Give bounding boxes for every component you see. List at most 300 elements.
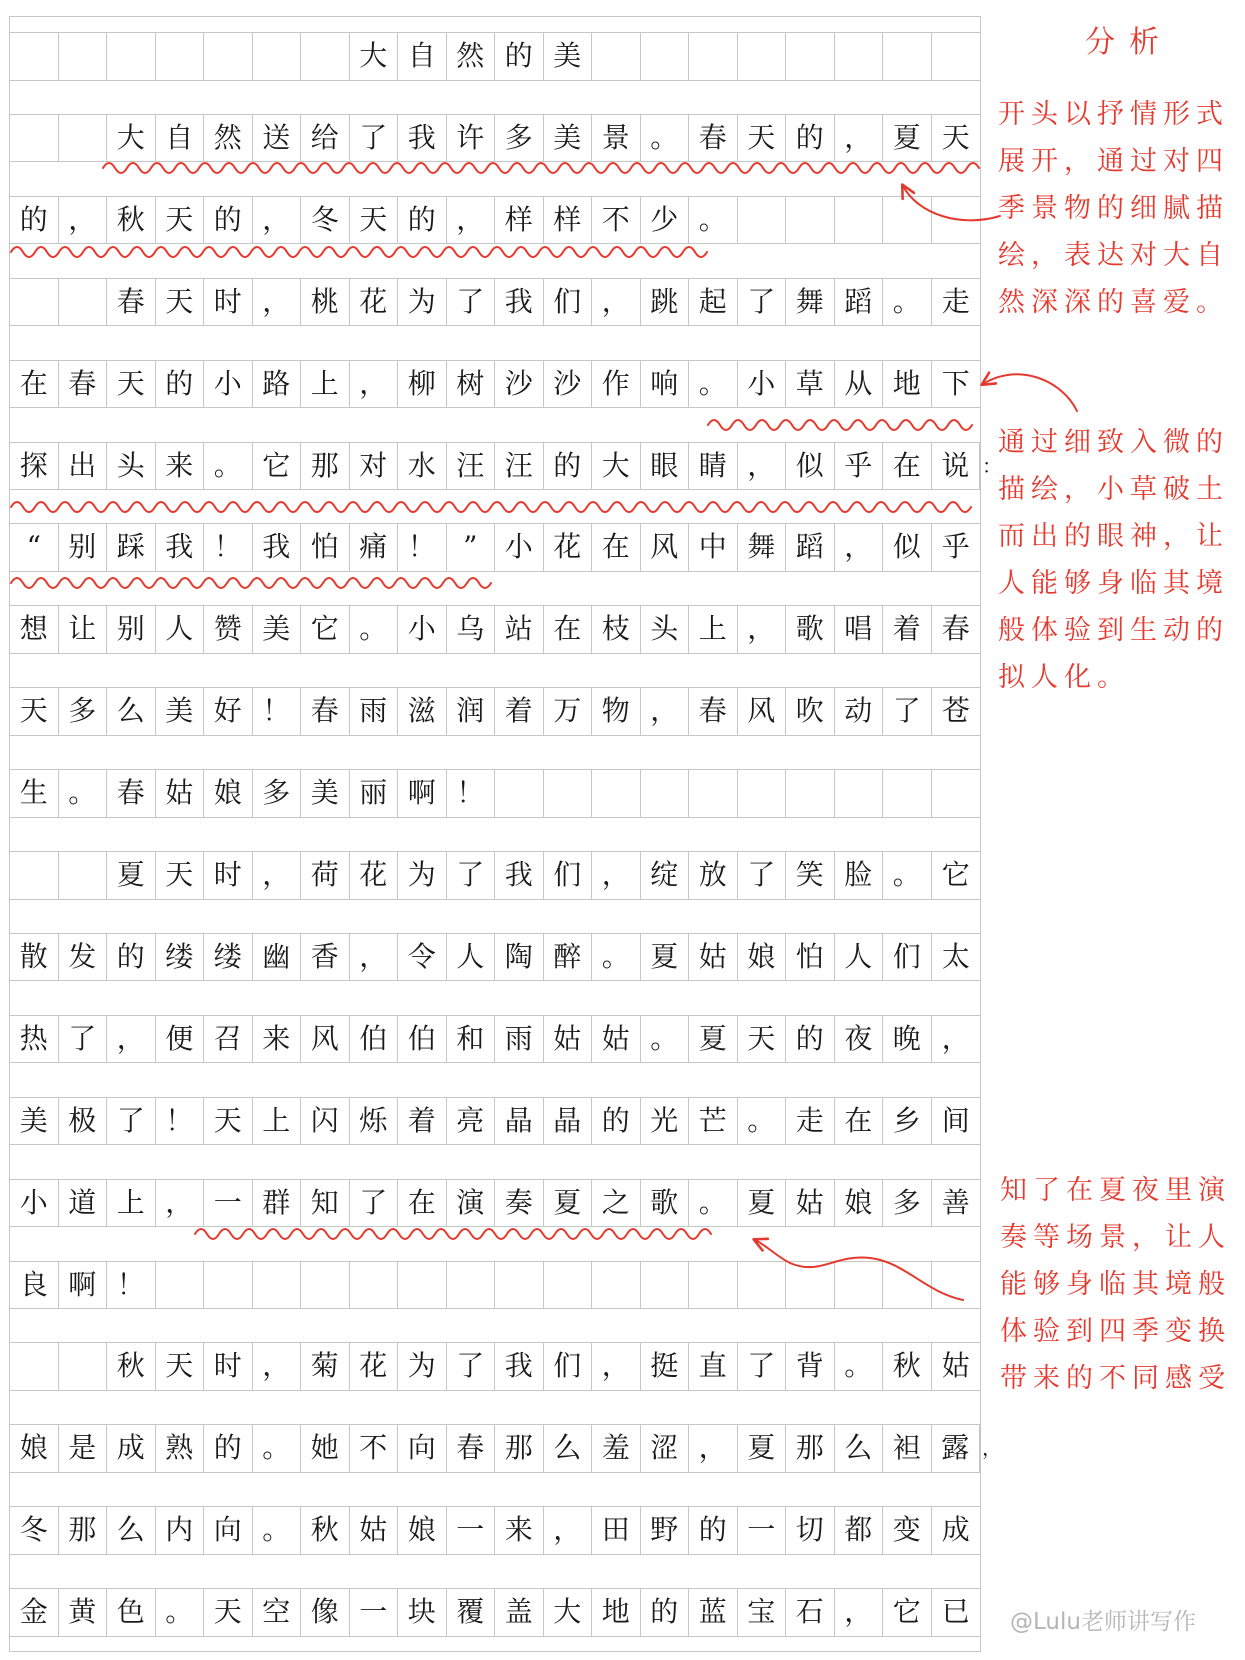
grid-cell: 我 bbox=[495, 1343, 544, 1390]
grid-cell: 蹈 bbox=[835, 279, 884, 326]
grid-cell: 夏 bbox=[107, 852, 156, 899]
grid-cell: 么 bbox=[835, 1425, 884, 1472]
grid-cell: 路 bbox=[253, 361, 302, 408]
grid-cell: 舞 bbox=[786, 279, 835, 326]
grid-cell: ， bbox=[738, 443, 787, 490]
grid-cell: 金 bbox=[10, 1589, 59, 1636]
grid-cell: 召 bbox=[204, 1016, 253, 1063]
grid-cell: 眼 bbox=[641, 443, 690, 490]
grid-cell bbox=[883, 197, 932, 244]
grid-cell: 娘 bbox=[835, 1180, 884, 1227]
grid-cell: 善 bbox=[941, 1185, 970, 1219]
grid-cell: 的 bbox=[10, 197, 59, 244]
grid-cell: 说 bbox=[932, 443, 981, 490]
grid-cell bbox=[835, 770, 884, 817]
grid-cell: 。 bbox=[350, 606, 399, 653]
grid-cell: 人 bbox=[835, 934, 884, 981]
grid-cell: 和 bbox=[447, 1016, 496, 1063]
grid-cell: 姑 bbox=[941, 1349, 970, 1383]
grid-cell: 睛 bbox=[689, 443, 738, 490]
grid-cell: 道 bbox=[59, 1180, 108, 1227]
grid-cell: 来 bbox=[495, 1507, 544, 1554]
grid-cell bbox=[204, 33, 253, 80]
grid-row bbox=[10, 278, 980, 327]
grid-cell: ！ bbox=[253, 688, 302, 735]
grid-cell bbox=[835, 33, 884, 80]
grid-cell: ！ bbox=[107, 1262, 156, 1309]
grid-cell: 着 bbox=[883, 606, 932, 653]
grid-cell: 踩 bbox=[107, 524, 156, 571]
grid-cell: ， bbox=[941, 1021, 970, 1055]
note-line: 描绘，小草破土 bbox=[998, 474, 1229, 505]
grid-cell: 便 bbox=[156, 1016, 205, 1063]
grid-cell: ， bbox=[253, 1343, 302, 1390]
grid-cell: 中 bbox=[689, 524, 738, 571]
grid-row bbox=[10, 523, 980, 572]
grid-cell: 娘 bbox=[204, 770, 253, 817]
grid-cell: 之 bbox=[592, 1180, 641, 1227]
grid-cell: 背 bbox=[786, 1343, 835, 1390]
grid-cell: 人 bbox=[447, 934, 496, 981]
grid-cell: 蹈 bbox=[786, 524, 835, 571]
grid-cell: 们 bbox=[544, 852, 593, 899]
note-line: 能够身临其境般 bbox=[1000, 1269, 1231, 1300]
grid-cell: ， bbox=[738, 606, 787, 653]
grid-cell: 探 bbox=[10, 443, 59, 490]
grid-cell bbox=[59, 1343, 108, 1390]
grid-cell: 了 bbox=[738, 852, 787, 899]
grid-cell bbox=[786, 1262, 835, 1309]
grid-cell bbox=[10, 115, 59, 162]
grid-cell: 那 bbox=[495, 1425, 544, 1472]
grid-row bbox=[10, 605, 980, 654]
grid-cell: 天 bbox=[10, 688, 59, 735]
grid-cell: 们 bbox=[544, 279, 593, 326]
grid-cell: 来 bbox=[253, 1016, 302, 1063]
grid-cell: 然 bbox=[447, 33, 496, 80]
grid-cell: 在 bbox=[544, 606, 593, 653]
grid-cell: 。 bbox=[253, 1425, 302, 1472]
grid-row bbox=[10, 1015, 980, 1064]
grid-cell: 盖 bbox=[495, 1589, 544, 1636]
grid-cell bbox=[544, 770, 593, 817]
grid-cell: 多 bbox=[883, 1180, 932, 1227]
grid-cell bbox=[932, 1262, 981, 1309]
grid-cell bbox=[641, 33, 690, 80]
grid-row bbox=[10, 1506, 980, 1555]
grid-cell: 夏 bbox=[544, 1180, 593, 1227]
analysis-note-personification bbox=[998, 419, 1229, 701]
grid-cell: 的 bbox=[156, 361, 205, 408]
grid-cell: 挺 bbox=[641, 1343, 690, 1390]
grid-cell: 枝 bbox=[592, 606, 641, 653]
grid-cell: 春 bbox=[689, 688, 738, 735]
grid-cell: ， bbox=[641, 688, 690, 735]
grid-cell bbox=[156, 1262, 205, 1309]
grid-cell: 菊 bbox=[301, 1343, 350, 1390]
grid-cell: 为 bbox=[398, 852, 447, 899]
grid-cell: 姑 bbox=[786, 1180, 835, 1227]
grid-cell: 成 bbox=[107, 1425, 156, 1472]
grid-cell: 的 bbox=[398, 197, 447, 244]
grid-cell: 多 bbox=[253, 770, 302, 817]
grid-cell: 天 bbox=[156, 197, 205, 244]
grid-cell: 姑 bbox=[156, 770, 205, 817]
grid-cell bbox=[689, 33, 738, 80]
grid-cell: 乎 bbox=[941, 530, 970, 564]
analysis-note-opening bbox=[998, 91, 1229, 326]
grid-cell: 光 bbox=[641, 1098, 690, 1145]
grid-cell: 在 bbox=[883, 443, 932, 490]
grid-cell bbox=[641, 770, 690, 817]
grid-cell: 那 bbox=[59, 1507, 108, 1554]
grid-cell: 夜 bbox=[835, 1016, 884, 1063]
grid-cell: 的 bbox=[204, 1425, 253, 1472]
grid-cell: 缕 bbox=[156, 934, 205, 981]
grid-cell: 的 bbox=[107, 934, 156, 981]
grid-cell: 。 bbox=[59, 770, 108, 817]
grid-cell: 了 bbox=[447, 279, 496, 326]
grid-cell bbox=[592, 1262, 641, 1309]
grid-cell: 。 bbox=[835, 1343, 884, 1390]
grid-cell: 风 bbox=[738, 688, 787, 735]
grid-cell: 我 bbox=[495, 852, 544, 899]
grid-row bbox=[10, 1097, 980, 1146]
grid-cell: 小 bbox=[738, 361, 787, 408]
grid-cell: 娘 bbox=[10, 1425, 59, 1472]
grid-cell: 美 bbox=[544, 115, 593, 162]
grid-cell: 黄 bbox=[59, 1589, 108, 1636]
analysis-note-summer-night bbox=[1000, 1167, 1231, 1402]
grid-cell: 姑 bbox=[689, 934, 738, 981]
grid-cell: 烁 bbox=[350, 1098, 399, 1145]
grid-cell: 美 bbox=[156, 688, 205, 735]
grid-cell: ， bbox=[253, 197, 302, 244]
grid-cell: 。 bbox=[689, 197, 738, 244]
note-line: 般体验到生动的 bbox=[998, 615, 1229, 646]
grid-cell: 的 bbox=[544, 443, 593, 490]
grid-cell: 了 bbox=[350, 1180, 399, 1227]
grid-cell: 野 bbox=[641, 1507, 690, 1554]
grid-row bbox=[10, 933, 980, 982]
grid-cell: ！ bbox=[204, 524, 253, 571]
grid-cell: 涩 bbox=[641, 1425, 690, 1472]
grid-cell: 别 bbox=[107, 606, 156, 653]
note-line: 拟人化。 bbox=[998, 662, 1130, 693]
grid-cell: 太 bbox=[941, 939, 970, 973]
grid-cell: 为 bbox=[398, 279, 447, 326]
grid-cell: 在 bbox=[398, 1180, 447, 1227]
grid-cell: 人 bbox=[156, 606, 205, 653]
grid-cell bbox=[592, 33, 641, 80]
grid-cell: 痛 bbox=[350, 524, 399, 571]
grid-cell: 物 bbox=[592, 688, 641, 735]
grid-row bbox=[10, 769, 980, 818]
grid-cell: 露 bbox=[932, 1425, 981, 1472]
grid-cell: 它 bbox=[883, 1589, 932, 1636]
grid-cell: 样 bbox=[495, 197, 544, 244]
grid-cell: 伯 bbox=[398, 1016, 447, 1063]
grid-cell: 天 bbox=[204, 1589, 253, 1636]
grid-cell: 小 bbox=[398, 606, 447, 653]
grid-cell bbox=[835, 1262, 884, 1309]
grid-cell: 给 bbox=[301, 115, 350, 162]
grid-cell: 响 bbox=[641, 361, 690, 408]
grid-cell: 它 bbox=[301, 606, 350, 653]
grid-cell: ， bbox=[592, 279, 641, 326]
grid-cell: 沙 bbox=[544, 361, 593, 408]
grid-cell: 。 bbox=[204, 443, 253, 490]
grid-cell: 着 bbox=[495, 688, 544, 735]
grid-cell: ， bbox=[59, 197, 108, 244]
grid-cell: 石 bbox=[786, 1589, 835, 1636]
grid-cell bbox=[59, 852, 108, 899]
grid-cell: 风 bbox=[641, 524, 690, 571]
grid-cell: 伯 bbox=[350, 1016, 399, 1063]
grid-cell: 春 bbox=[301, 688, 350, 735]
grid-cell bbox=[883, 1262, 932, 1309]
grid-cell: 怕 bbox=[301, 524, 350, 571]
grid-cell: 对 bbox=[350, 443, 399, 490]
grid-cell: 上 bbox=[689, 606, 738, 653]
note-line: 奏等场景，让人 bbox=[1000, 1222, 1231, 1253]
grid-cell: 吹 bbox=[786, 688, 835, 735]
grid-cell: 直 bbox=[689, 1343, 738, 1390]
grid-cell: 了 bbox=[447, 1343, 496, 1390]
grid-cell bbox=[835, 197, 884, 244]
note-line: 人能够身临其境 bbox=[998, 568, 1229, 599]
grid-cell: ， bbox=[835, 524, 884, 571]
note-line: 带来的不同感受 bbox=[1000, 1363, 1231, 1394]
grid-cell: 为 bbox=[398, 1343, 447, 1390]
grid-cell: 在 bbox=[592, 524, 641, 571]
grid-cell: 蓝 bbox=[689, 1589, 738, 1636]
grid-cell bbox=[544, 1262, 593, 1309]
grid-cell: 多 bbox=[59, 688, 108, 735]
grid-cell: 了 bbox=[738, 279, 787, 326]
grid-cell bbox=[738, 33, 787, 80]
grid-cell: 奏 bbox=[495, 1180, 544, 1227]
grid-cell: 的 bbox=[786, 115, 835, 162]
grid-cell: 都 bbox=[835, 1507, 884, 1554]
overflow-punctuation: ： bbox=[982, 453, 1002, 478]
grid-cell bbox=[786, 770, 835, 817]
grid-cell bbox=[301, 33, 350, 80]
grid-cell bbox=[253, 33, 302, 80]
grid-cell: 汪 bbox=[447, 443, 496, 490]
grid-cell: 唱 bbox=[835, 606, 884, 653]
grid-cell: 时 bbox=[204, 852, 253, 899]
grid-row bbox=[10, 196, 980, 245]
grid-cell: 别 bbox=[59, 524, 108, 571]
grid-cell: 乎 bbox=[835, 443, 884, 490]
grid-cell bbox=[59, 33, 108, 80]
grid-cell: 。 bbox=[883, 852, 932, 899]
grid-row bbox=[10, 1588, 980, 1637]
grid-cell: 桃 bbox=[301, 279, 350, 326]
grid-cell bbox=[495, 1262, 544, 1309]
grid-cell: 荷 bbox=[301, 852, 350, 899]
grid-cell bbox=[932, 33, 981, 80]
grid-cell bbox=[204, 1262, 253, 1309]
grid-cell: 么 bbox=[107, 1507, 156, 1554]
grid-cell: 缕 bbox=[204, 934, 253, 981]
grid-cell: 娘 bbox=[398, 1507, 447, 1554]
grid-cell: 雨 bbox=[350, 688, 399, 735]
grid-row bbox=[10, 687, 980, 736]
grid-cell: 天 bbox=[204, 1098, 253, 1145]
grid-cell: 的 bbox=[641, 1589, 690, 1636]
grid-cell bbox=[10, 1343, 59, 1390]
grid-cell: 站 bbox=[495, 606, 544, 653]
grid-cell: 陶 bbox=[495, 934, 544, 981]
grid-cell: 姑 bbox=[350, 1507, 399, 1554]
grid-cell bbox=[786, 33, 835, 80]
grid-cell: 上 bbox=[253, 1098, 302, 1145]
grid-cell: 那 bbox=[786, 1425, 835, 1472]
grid-cell: 啊 bbox=[398, 770, 447, 817]
grid-cell: 润 bbox=[447, 688, 496, 735]
grid-cell: 的 bbox=[689, 1507, 738, 1554]
grid-cell: 香 bbox=[301, 934, 350, 981]
watermark: @Lulu老师讲写作 bbox=[1010, 1609, 1196, 1635]
grid-cell: 们 bbox=[544, 1343, 593, 1390]
grid-cell: 天 bbox=[941, 120, 970, 154]
grid-cell: 晶 bbox=[544, 1098, 593, 1145]
grid-cell: 怕 bbox=[786, 934, 835, 981]
grid-row bbox=[10, 1424, 1002, 1473]
note-line: 通过细致入微的 bbox=[998, 427, 1229, 458]
grid-cell: 。 bbox=[592, 934, 641, 981]
grid-cell: 花 bbox=[350, 852, 399, 899]
grid-cell: 动 bbox=[835, 688, 884, 735]
grid-cell: 在 bbox=[835, 1098, 884, 1145]
grid-cell: 放 bbox=[689, 852, 738, 899]
grid-cell: 娘 bbox=[738, 934, 787, 981]
grid-cell: 样 bbox=[544, 197, 593, 244]
grid-cell bbox=[738, 770, 787, 817]
grid-cell: 夏 bbox=[641, 934, 690, 981]
grid-cell: 头 bbox=[107, 443, 156, 490]
grid-cell: 自 bbox=[398, 33, 447, 80]
grid-cell: 了 bbox=[59, 1016, 108, 1063]
grid-cell bbox=[883, 33, 932, 80]
grid-cell: 发 bbox=[59, 934, 108, 981]
grid-cell: 美 bbox=[544, 33, 593, 80]
grid-cell: ！ bbox=[447, 770, 496, 817]
grid-cell: 散 bbox=[10, 934, 59, 981]
grid-cell: 上 bbox=[301, 361, 350, 408]
grid-cell: 丽 bbox=[350, 770, 399, 817]
grid-cell: 变 bbox=[883, 1507, 932, 1554]
annotation-arrow bbox=[983, 374, 1077, 411]
grid-cell bbox=[59, 115, 108, 162]
grid-cell: 春 bbox=[689, 115, 738, 162]
grid-cell: 姑 bbox=[592, 1016, 641, 1063]
grid-cell: 花 bbox=[350, 279, 399, 326]
grid-cell: 送 bbox=[253, 115, 302, 162]
note-line: 而出的眼神，让 bbox=[998, 521, 1229, 552]
grid-cell: 汪 bbox=[495, 443, 544, 490]
note-line: 展开，通过对四 bbox=[998, 146, 1229, 177]
grid-cell: 。 bbox=[253, 1507, 302, 1554]
grid-cell bbox=[786, 197, 835, 244]
grid-cell: 脸 bbox=[835, 852, 884, 899]
grid-cell: 美 bbox=[301, 770, 350, 817]
grid-cell: ， bbox=[835, 115, 884, 162]
grid-cell bbox=[10, 852, 59, 899]
grid-cell: 晶 bbox=[495, 1098, 544, 1145]
grid-cell: ， bbox=[835, 1589, 884, 1636]
grid-cell: 一 bbox=[350, 1589, 399, 1636]
grid-cell: 了 bbox=[350, 115, 399, 162]
note-line: 知了在夏夜里演 bbox=[1000, 1175, 1231, 1206]
grid-cell: 一 bbox=[738, 1507, 787, 1554]
grid-row bbox=[10, 114, 980, 163]
grid-cell: 一 bbox=[447, 1507, 496, 1554]
grid-cell bbox=[738, 197, 787, 244]
grid-cell: 天 bbox=[107, 361, 156, 408]
grid-row bbox=[10, 1179, 980, 1228]
grid-cell: 内 bbox=[156, 1507, 205, 1554]
grid-cell: 芒 bbox=[689, 1098, 738, 1145]
grid-cell: 然 bbox=[204, 115, 253, 162]
grid-cell: 的 bbox=[592, 1098, 641, 1145]
grid-cell: 乌 bbox=[447, 606, 496, 653]
grid-cell bbox=[883, 770, 932, 817]
grid-cell: 群 bbox=[253, 1180, 302, 1227]
grid-cell bbox=[592, 770, 641, 817]
grid-cell: 赞 bbox=[204, 606, 253, 653]
grid-cell: 么 bbox=[544, 1425, 593, 1472]
grid-cell: 秋 bbox=[883, 1343, 932, 1390]
grid-cell: 良 bbox=[10, 1262, 59, 1309]
grid-cell: 极 bbox=[59, 1098, 108, 1145]
grid-cell: 美 bbox=[10, 1098, 59, 1145]
grid-cell: 小 bbox=[10, 1180, 59, 1227]
grid-cell: 秋 bbox=[107, 1343, 156, 1390]
grid-cell: ， bbox=[350, 934, 399, 981]
grid-cell: 似 bbox=[786, 443, 835, 490]
grid-cell: 在 bbox=[10, 361, 59, 408]
grid-cell: 似 bbox=[883, 524, 932, 571]
grid-cell: 走 bbox=[941, 284, 970, 318]
grid-cell: 天 bbox=[156, 1343, 205, 1390]
grid-cell: ， bbox=[156, 1180, 205, 1227]
grid-cell: 跳 bbox=[641, 279, 690, 326]
grid-cell: 。 bbox=[883, 279, 932, 326]
grid-cell: 的 bbox=[495, 33, 544, 80]
grid-cell: 大 bbox=[592, 443, 641, 490]
grid-cell: 风 bbox=[301, 1016, 350, 1063]
grid-cell: 头 bbox=[641, 606, 690, 653]
grid-cell: 么 bbox=[107, 688, 156, 735]
grid-cell: 夏 bbox=[738, 1180, 787, 1227]
grid-cell: 水 bbox=[398, 443, 447, 490]
grid-cell: 不 bbox=[592, 197, 641, 244]
grid-cell bbox=[641, 1262, 690, 1309]
grid-cell: 热 bbox=[10, 1016, 59, 1063]
grid-cell bbox=[10, 33, 59, 80]
grid-cell: 那 bbox=[301, 443, 350, 490]
grid-cell: 我 bbox=[398, 115, 447, 162]
grid-cell: 让 bbox=[59, 606, 108, 653]
grid-cell: 春 bbox=[107, 279, 156, 326]
grid-cell: 晚 bbox=[883, 1016, 932, 1063]
grid-cell: 冬 bbox=[10, 1507, 59, 1554]
grid-cell: 沙 bbox=[495, 361, 544, 408]
overflow-punctuation: ， bbox=[982, 1436, 1002, 1461]
